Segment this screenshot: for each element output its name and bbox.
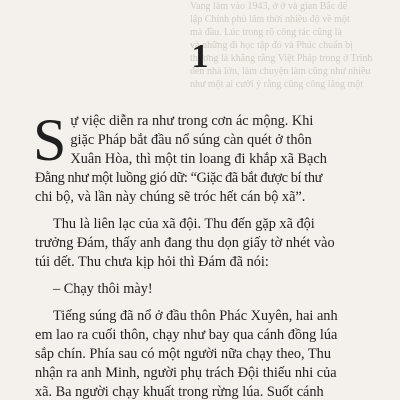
- chapter-number: 1: [191, 38, 209, 75]
- bleed-line: đến nhà lớn, làm chuyện làm cũng như nhiều: [190, 66, 371, 77]
- paragraph-3: [35, 307, 365, 400]
- text-line: Thu là liên lạc của xã đội. Thu đến gặp xã đội: [53, 216, 315, 232]
- text-line: nhận ra anh Minh, người phụ trách Đội thiếu nhi của: [35, 365, 337, 381]
- dialogue: [35, 280, 365, 299]
- bleed-line: Vang làm vào 1943, ở ở và gian Bắc đế: [190, 1, 348, 12]
- bleed-line: lập Chính phủ lâm thời nhiều độ về một: [190, 14, 350, 25]
- body-text: [33, 107, 365, 400]
- dialogue-line: – Chạy thôi mày!: [53, 281, 153, 297]
- text-line: ự việc diễn ra như trong cơn ác mộng. Khi: [70, 113, 314, 129]
- text-line: Xuân Hòa, thì một tin loang đi khắp xã Bạch: [70, 151, 327, 167]
- bleed-line: thương là khẳng rằng Việt Pháp trong ở Trinh: [190, 53, 373, 64]
- bleed-line: và những đi học tập đó và Phúc chuẩn bị: [190, 40, 353, 51]
- text-line: túi dết. Thu chưa kịp hỏi thì Đám đã nói:: [35, 254, 269, 270]
- bleed-line: mà đầu. Lúc trong rõ công tác cũng là: [190, 27, 342, 38]
- text-line: Tiếng súng đã nổ ở đầu thôn Phác Xuyên, hai anh: [53, 308, 338, 324]
- text-line: xã. Ba người chạy khuất trong rừng lúa. Suốt cánh: [35, 384, 324, 400]
- text-line: chi bộ, và lần này chúng sẽ tróc hết cán bộ xã”.: [35, 189, 306, 205]
- paragraph-1: [33, 107, 365, 207]
- text-line: trưởng Đám, thấy anh đang thu dọn giấy tờ nhét vào: [35, 235, 335, 251]
- text-line: sắp chín. Phía sau có một người nữa chạy theo, Thu: [35, 346, 331, 362]
- drop-cap: S: [33, 107, 67, 173]
- bleed-line: như một ai cười ý rằng cũng công lăng một: [190, 79, 364, 90]
- text-line: giặc Pháp bắt đầu nổ súng càn quét ở thôn: [70, 132, 312, 148]
- paragraph-2: [35, 215, 365, 272]
- text-line: Đằng như một luồng gió dữ: “Giặc đã bắt được bí thư: [35, 170, 322, 186]
- text-line: em lao ra cuối thôn, chạy như bay qua cánh đồng lúa: [35, 327, 338, 343]
